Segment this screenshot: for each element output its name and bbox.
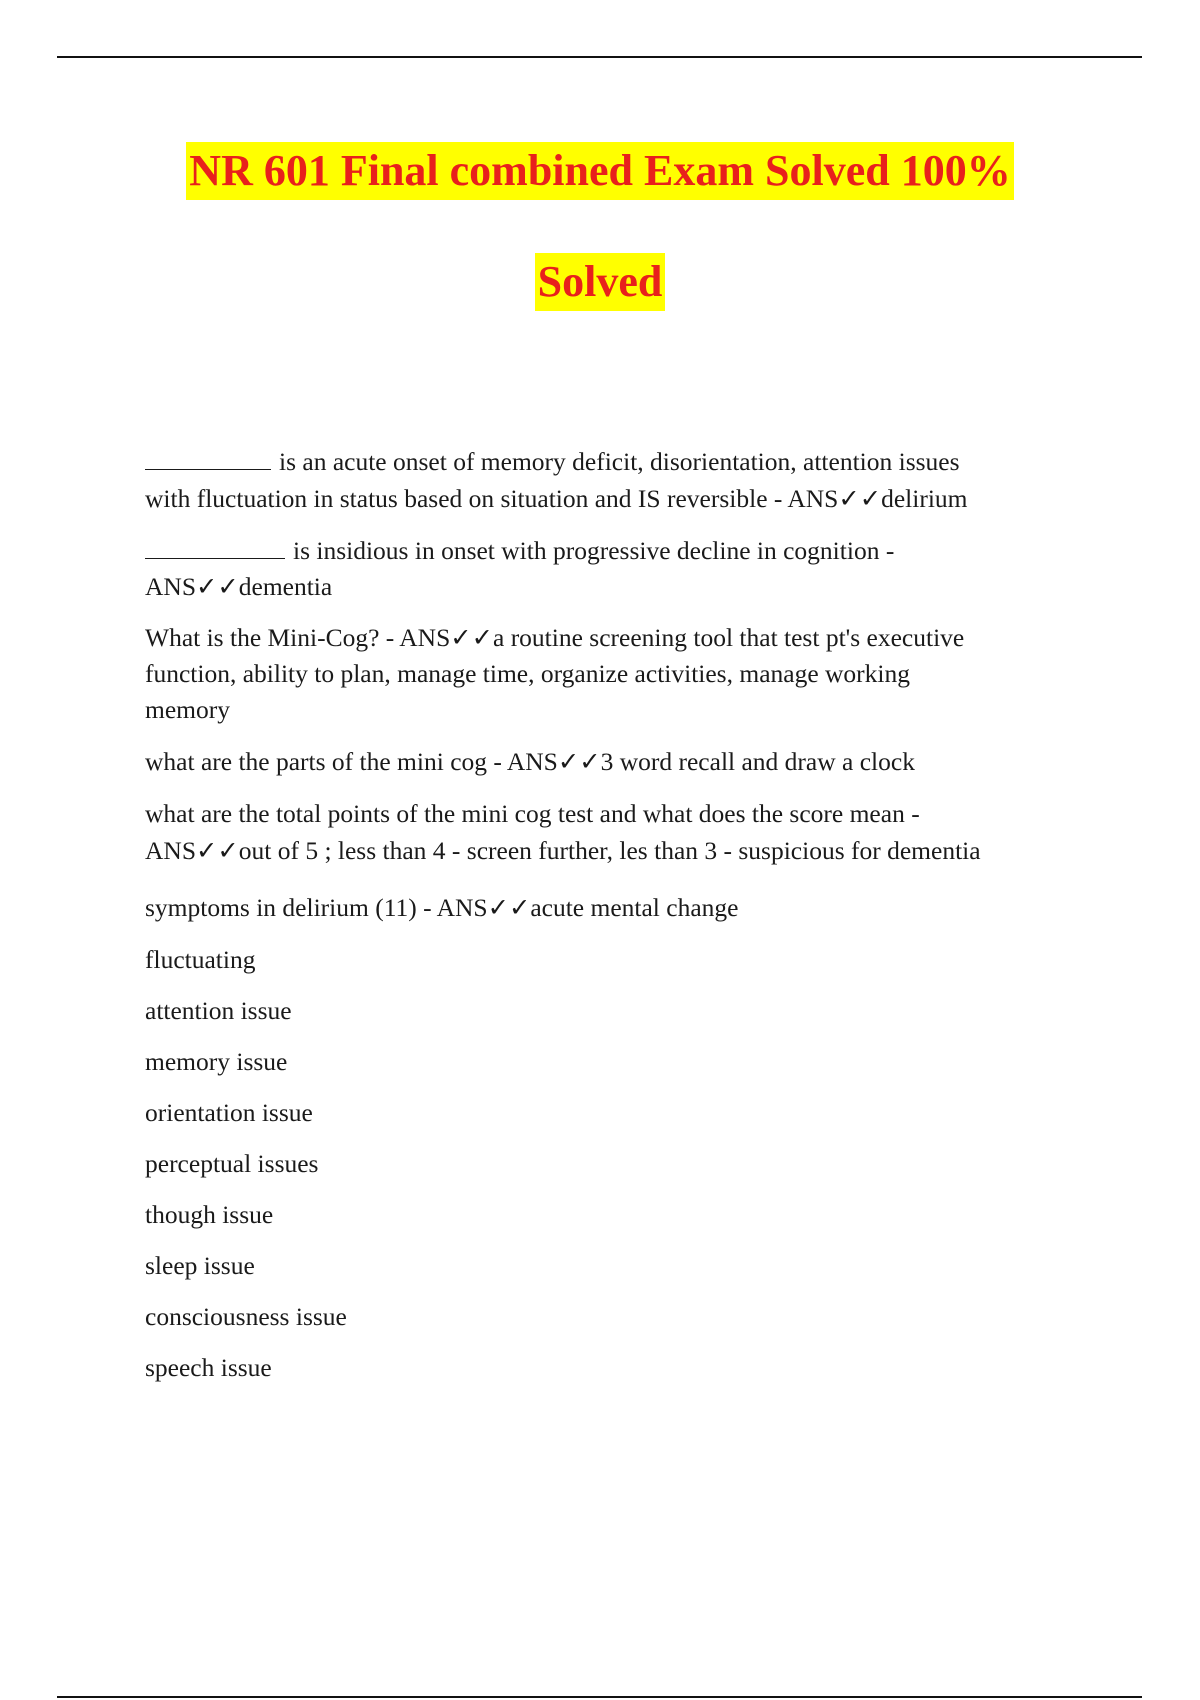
qa-text: is insidious in onset with progressive decline in cognition - <box>293 536 895 565</box>
list-item: perceptual issues <box>145 1149 319 1178</box>
qa-item-mini-cog-score <box>145 795 1085 869</box>
list-item: fluctuating <box>145 945 256 974</box>
qa-text: what are the parts of the mini cog - ANS✓✓3 word recall and draw a clock <box>145 747 915 776</box>
qa-item-delirium-symptoms <box>145 889 1085 926</box>
qa-text: What is the Mini-Cog? - ANS✓✓a routine screening tool that test pt's executive <box>145 623 965 652</box>
qa-text: ANS✓✓dementia <box>145 572 333 601</box>
list-item: attention issue <box>145 996 292 1025</box>
list-item: though issue <box>145 1200 274 1229</box>
qa-text: symptoms in delirium (11) - ANS✓✓acute mental change <box>145 893 739 922</box>
list-item: sleep issue <box>145 1251 255 1280</box>
list-item: speech issue <box>145 1353 272 1382</box>
symptom-list <box>145 941 1085 1386</box>
bottom-rule <box>57 1696 1142 1698</box>
qa-item-mini-cog <box>145 620 1085 728</box>
qa-item-delirium <box>145 443 1085 517</box>
list-item: consciousness issue <box>145 1302 347 1331</box>
qa-text: ANS✓✓out of 5 ; less than 4 - screen further, les than 3 - suspicious for dementia <box>145 836 981 865</box>
document-title <box>0 142 1200 311</box>
qa-text: with fluctuation in status based on situation and IS reversible - ANS✓✓delirium <box>145 484 968 513</box>
fill-in-blank <box>145 532 285 559</box>
qa-text: memory <box>145 695 230 724</box>
document-body <box>145 443 1085 1400</box>
qa-item-dementia <box>145 532 1085 605</box>
qa-text: what are the total points of the mini cog test and what does the score mean - <box>145 799 920 828</box>
qa-text: is an acute onset of memory deficit, disorientation, attention issues <box>279 447 960 476</box>
list-item: orientation issue <box>145 1098 313 1127</box>
list-item: memory issue <box>145 1047 288 1076</box>
title-line-1: NR 601 Final combined Exam Solved 100% <box>186 142 1013 200</box>
fill-in-blank <box>145 443 271 470</box>
title-line-2: Solved <box>535 253 666 311</box>
qa-item-mini-cog-parts <box>145 743 1085 780</box>
top-rule <box>57 56 1142 58</box>
qa-text: function, ability to plan, manage time, organize activities, manage working <box>145 659 911 688</box>
